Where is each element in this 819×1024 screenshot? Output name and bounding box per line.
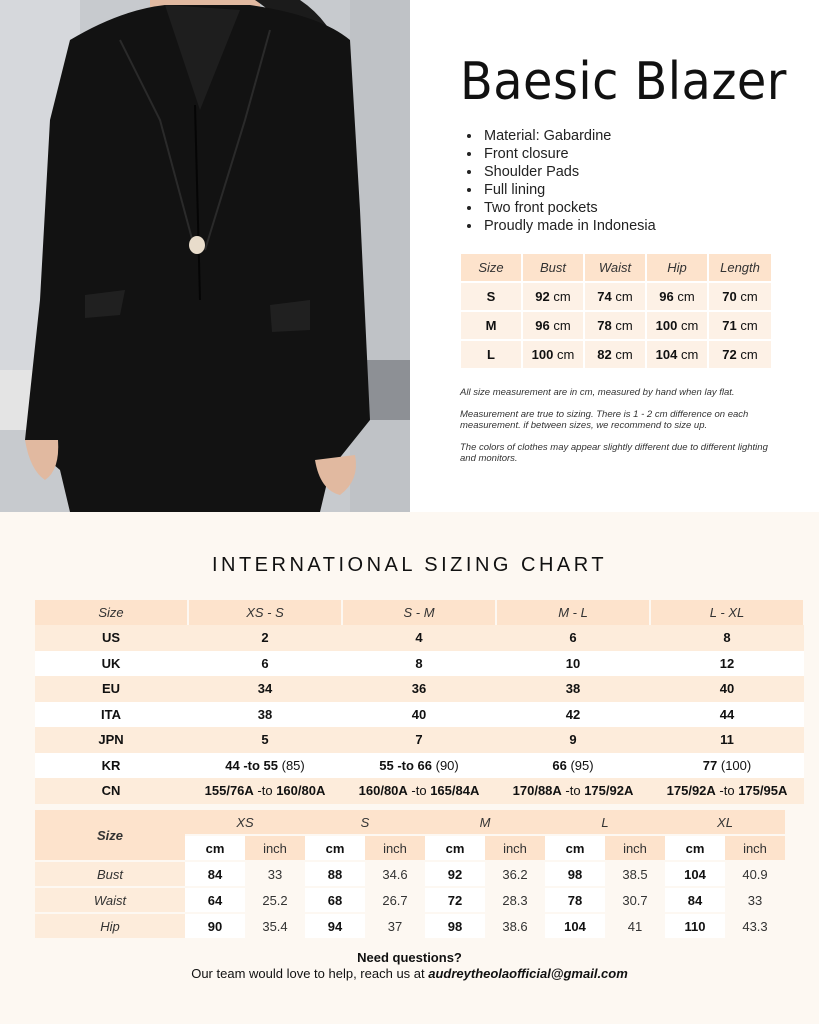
measurement-value: 100 bbox=[531, 347, 554, 362]
international-sizing-table bbox=[35, 600, 805, 804]
intl-cell-part: 2 bbox=[261, 630, 269, 646]
intl-cell-part: 66 bbox=[552, 757, 567, 773]
measure-unit-header: inch bbox=[725, 836, 785, 860]
measurement-value: 104 bbox=[655, 347, 678, 362]
product-title: Baesic Blazer bbox=[460, 52, 787, 112]
feature-item: • Full lining bbox=[482, 181, 656, 199]
measure-cm-value: 94 bbox=[305, 914, 365, 938]
size-notes bbox=[460, 387, 780, 475]
intl-cell-part: 11 bbox=[720, 732, 734, 748]
measurement-cell bbox=[647, 341, 707, 368]
size-table-row bbox=[461, 312, 771, 339]
measurement-value: 82 bbox=[597, 347, 612, 362]
intl-cell bbox=[188, 727, 342, 753]
intl-cell-part: 38 bbox=[257, 706, 273, 722]
measure-inch-value: 28.3 bbox=[485, 888, 545, 912]
intl-cell bbox=[496, 651, 650, 677]
measurement-value: 72 bbox=[722, 347, 737, 362]
intl-cell-part: 10 bbox=[565, 655, 581, 671]
measure-size-column: M bbox=[425, 810, 545, 834]
footer-contact-line bbox=[0, 966, 819, 982]
intl-row bbox=[35, 778, 804, 804]
measure-cm-value: 98 bbox=[425, 914, 485, 938]
measurement-unit: cm bbox=[673, 289, 695, 304]
intl-cell bbox=[496, 676, 650, 702]
measure-cm-value: 72 bbox=[425, 888, 485, 912]
intl-cell-part: 44 -to 55 bbox=[225, 757, 278, 773]
measure-cm-value: 92 bbox=[425, 862, 485, 886]
measure-row bbox=[35, 914, 785, 938]
intl-row-label: UK bbox=[35, 651, 188, 677]
feature-item: • Shoulder Pads bbox=[482, 163, 656, 181]
measure-unit-header: cm bbox=[185, 836, 245, 860]
measurement-cell bbox=[585, 283, 645, 310]
intl-cell bbox=[650, 702, 804, 728]
size-table-header: Size bbox=[461, 254, 521, 281]
measurement-unit: cm bbox=[611, 318, 633, 333]
measure-cm-value: 104 bbox=[665, 862, 725, 886]
intl-row-label: KR bbox=[35, 753, 188, 779]
intl-row bbox=[35, 753, 804, 779]
intl-cell-part: 165/84A bbox=[430, 783, 480, 799]
size-table-header: Bust bbox=[523, 254, 583, 281]
measurement-unit: cm bbox=[549, 289, 571, 304]
measurement-unit: cm bbox=[553, 347, 575, 362]
intl-cell-part: 155/76A bbox=[204, 783, 254, 799]
intl-cell-part: -to bbox=[715, 783, 739, 799]
measure-cm-value: 84 bbox=[665, 888, 725, 912]
intl-chart-title: INTERNATIONAL SIZING CHART bbox=[211, 554, 608, 576]
measure-cm-value: 104 bbox=[545, 914, 605, 938]
measure-inch-value: 34.6 bbox=[365, 862, 425, 886]
intl-cell-part: (90) bbox=[432, 757, 459, 773]
intl-cell bbox=[342, 676, 496, 702]
intl-cell-part: 175/92A bbox=[584, 783, 634, 799]
intl-cell bbox=[650, 676, 804, 702]
measure-inch-value: 35.4 bbox=[245, 914, 305, 938]
intl-cell bbox=[496, 727, 650, 753]
contact-footer bbox=[0, 950, 819, 982]
feature-list bbox=[462, 127, 656, 235]
measurement-unit: cm bbox=[611, 289, 633, 304]
measure-unit-header: inch bbox=[605, 836, 665, 860]
intl-cell bbox=[342, 778, 496, 804]
measure-inch-value: 43.3 bbox=[725, 914, 785, 938]
measure-row bbox=[35, 888, 785, 912]
measurement-cell bbox=[585, 312, 645, 339]
measure-unit-header: inch bbox=[245, 836, 305, 860]
intl-cell bbox=[188, 778, 342, 804]
intl-cell-part: 34 bbox=[257, 681, 273, 697]
intl-cell bbox=[496, 778, 650, 804]
measurement-cell bbox=[647, 283, 707, 310]
measurement-cell bbox=[709, 283, 771, 310]
intl-cell-part: -to bbox=[561, 783, 585, 799]
intl-cell bbox=[650, 651, 804, 677]
measure-row-label: Hip bbox=[35, 914, 185, 938]
measure-inch-value: 38.5 bbox=[605, 862, 665, 886]
intl-cell-part: 4 bbox=[415, 630, 423, 646]
footer-question: Need questions? bbox=[357, 950, 462, 965]
intl-cell-part: 160/80A bbox=[358, 783, 408, 799]
intl-cell bbox=[188, 651, 342, 677]
size-table-header: Length bbox=[709, 254, 771, 281]
intl-row-label: CN bbox=[35, 778, 188, 804]
intl-cell-part: 160/80A bbox=[276, 783, 326, 799]
intl-row bbox=[35, 727, 804, 753]
feature-item: • Material: Gabardine bbox=[482, 127, 656, 145]
measure-row-label: Bust bbox=[35, 862, 185, 886]
measure-inch-value: 26.7 bbox=[365, 888, 425, 912]
intl-cell bbox=[650, 625, 804, 651]
note-paragraph: The colors of clothes may appear slightly different due to different lighting and monitors. bbox=[460, 442, 768, 464]
measure-size-column: S bbox=[305, 810, 425, 834]
measurement-cell bbox=[523, 283, 583, 310]
intl-cell bbox=[496, 625, 650, 651]
size-label: L bbox=[461, 341, 521, 368]
measure-inch-value: 33 bbox=[725, 888, 785, 912]
intl-cell bbox=[496, 753, 650, 779]
feature-item: • Front closure bbox=[482, 145, 656, 163]
contact-email-link[interactable]: audreytheolaofficial@gmail.com bbox=[428, 966, 628, 981]
measurement-value: 70 bbox=[722, 289, 737, 304]
intl-row-label: ITA bbox=[35, 702, 188, 728]
intl-cell-part: 44 bbox=[719, 706, 735, 722]
intl-cell bbox=[342, 625, 496, 651]
model-wearing-blazer-image bbox=[0, 0, 410, 512]
intl-cell bbox=[342, 753, 496, 779]
intl-cell-part: 40 bbox=[719, 681, 735, 697]
measure-unit-header: inch bbox=[485, 836, 545, 860]
measure-inch-value: 25.2 bbox=[245, 888, 305, 912]
measurement-value: 96 bbox=[535, 318, 550, 333]
measure-size-column: XL bbox=[665, 810, 785, 834]
body-measurement-table bbox=[35, 808, 785, 940]
intl-cell-part: 42 bbox=[565, 706, 581, 722]
intl-cell-part: (95) bbox=[566, 757, 594, 773]
intl-cell bbox=[188, 702, 342, 728]
measure-inch-value: 38.6 bbox=[485, 914, 545, 938]
measure-cm-value: 98 bbox=[545, 862, 605, 886]
intl-cell bbox=[342, 727, 496, 753]
measure-cm-value: 64 bbox=[185, 888, 245, 912]
intl-cell-part: 6 bbox=[569, 630, 577, 646]
measure-unit-header: cm bbox=[305, 836, 365, 860]
intl-header: M - L bbox=[496, 600, 650, 625]
measurement-value: 71 bbox=[722, 318, 737, 333]
measurement-cell bbox=[647, 312, 707, 339]
intl-row-label: JPN bbox=[35, 727, 188, 753]
measurement-cell bbox=[709, 341, 771, 368]
intl-header: XS - S bbox=[188, 600, 342, 625]
intl-header: Size bbox=[35, 600, 188, 625]
measure-cm-value: 88 bbox=[305, 862, 365, 886]
size-table-header: Hip bbox=[647, 254, 707, 281]
measure-size-header: Size bbox=[35, 810, 185, 860]
measure-row-label: Waist bbox=[35, 888, 185, 912]
measure-unit-header: cm bbox=[665, 836, 725, 860]
note-paragraph: Measurement are true to sizing. There is 1 - 2 cm difference on each measurement. if between sizes, we recommend to size up. bbox=[460, 409, 749, 431]
measurement-unit: cm bbox=[736, 318, 758, 333]
intl-cell-part: (100) bbox=[717, 757, 752, 773]
feature-item: • Two front pockets bbox=[482, 199, 656, 217]
measure-unit-header: inch bbox=[365, 836, 425, 860]
intl-cell-part: 170/88A bbox=[512, 783, 562, 799]
measure-unit-header: cm bbox=[425, 836, 485, 860]
intl-cell-part: 8 bbox=[415, 655, 423, 671]
size-measurement-table bbox=[459, 252, 773, 370]
intl-cell-part: 36 bbox=[411, 681, 427, 697]
intl-cell-part: 8 bbox=[723, 630, 731, 646]
measurement-unit: cm bbox=[611, 347, 633, 362]
intl-row-label: EU bbox=[35, 676, 188, 702]
note-paragraph: All size measurement are in cm, measured by hand when lay flat. bbox=[460, 387, 735, 398]
intl-cell-part: -to bbox=[407, 783, 431, 799]
size-label: M bbox=[461, 312, 521, 339]
measurement-unit: cm bbox=[677, 318, 699, 333]
intl-cell bbox=[342, 651, 496, 677]
measure-cm-value: 68 bbox=[305, 888, 365, 912]
intl-cell bbox=[496, 702, 650, 728]
intl-cell-part: 38 bbox=[565, 681, 581, 697]
intl-cell bbox=[188, 676, 342, 702]
measurement-value: 74 bbox=[597, 289, 612, 304]
measure-cm-value: 78 bbox=[545, 888, 605, 912]
measure-inch-value: 40.9 bbox=[725, 862, 785, 886]
measurement-value: 92 bbox=[535, 289, 550, 304]
intl-row bbox=[35, 651, 804, 677]
measurement-cell bbox=[523, 341, 583, 368]
intl-cell bbox=[650, 727, 804, 753]
measurement-unit: cm bbox=[549, 318, 571, 333]
measure-cm-value: 84 bbox=[185, 862, 245, 886]
intl-cell-part: 40 bbox=[411, 706, 427, 722]
measure-size-column: XS bbox=[185, 810, 305, 834]
intl-cell-part: 77 bbox=[702, 757, 718, 773]
intl-cell-part: 12 bbox=[719, 655, 735, 671]
intl-cell bbox=[188, 753, 342, 779]
intl-cell-part: 175/95A bbox=[738, 783, 788, 799]
measure-cm-value: 110 bbox=[665, 914, 725, 938]
measurement-unit: cm bbox=[736, 347, 758, 362]
measurement-unit: cm bbox=[677, 347, 699, 362]
measurement-value: 96 bbox=[659, 289, 674, 304]
intl-row bbox=[35, 625, 804, 651]
measurement-cell bbox=[709, 312, 771, 339]
intl-header: S - M bbox=[342, 600, 496, 625]
measure-inch-value: 37 bbox=[365, 914, 425, 938]
footer-text: Our team would love to help, reach us at bbox=[191, 966, 429, 981]
measure-inch-value: 36.2 bbox=[485, 862, 545, 886]
intl-cell-part: 175/92A bbox=[666, 783, 716, 799]
intl-cell bbox=[188, 625, 342, 651]
measure-inch-value: 30.7 bbox=[605, 888, 665, 912]
intl-cell-part: -to bbox=[253, 783, 277, 799]
measure-row bbox=[35, 862, 785, 886]
size-label: S bbox=[461, 283, 521, 310]
measure-size-column: L bbox=[545, 810, 665, 834]
measurement-value: 78 bbox=[597, 318, 612, 333]
intl-row bbox=[35, 702, 804, 728]
intl-row bbox=[35, 676, 804, 702]
measurement-cell bbox=[585, 341, 645, 368]
measure-cm-value: 90 bbox=[185, 914, 245, 938]
size-table-row bbox=[461, 341, 771, 368]
measurement-unit: cm bbox=[736, 289, 758, 304]
intl-cell-part: 6 bbox=[261, 655, 269, 671]
size-table-row bbox=[461, 283, 771, 310]
measure-inch-value: 33 bbox=[245, 862, 305, 886]
intl-cell bbox=[650, 753, 804, 779]
intl-row-label: US bbox=[35, 625, 188, 651]
feature-item: • Proudly made in Indonesia bbox=[482, 217, 656, 235]
intl-cell bbox=[650, 778, 804, 804]
size-table-header: Waist bbox=[585, 254, 645, 281]
intl-cell-part: 5 bbox=[261, 732, 269, 748]
product-photo bbox=[0, 0, 410, 512]
measurement-cell bbox=[523, 312, 583, 339]
intl-header: L - XL bbox=[650, 600, 804, 625]
intl-cell-part: 7 bbox=[415, 732, 423, 748]
intl-cell bbox=[342, 702, 496, 728]
intl-cell-part: (85) bbox=[278, 757, 305, 773]
measure-unit-header: cm bbox=[545, 836, 605, 860]
intl-cell-part: 55 -to 66 bbox=[379, 757, 432, 773]
intl-cell-part: 9 bbox=[569, 732, 577, 748]
measure-inch-value: 41 bbox=[605, 914, 665, 938]
measurement-value: 100 bbox=[655, 318, 678, 333]
